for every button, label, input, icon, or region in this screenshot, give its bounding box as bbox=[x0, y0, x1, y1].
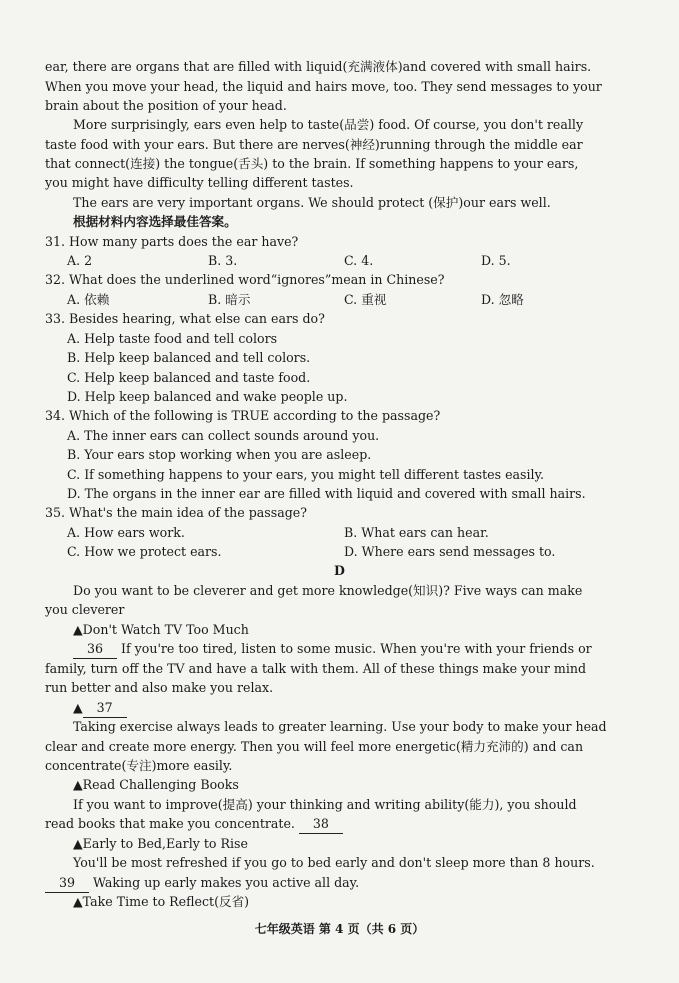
option: B. What ears can hear. bbox=[344, 525, 489, 540]
blank-36[interactable]: 36 bbox=[73, 640, 117, 659]
passage-text: read books that make you concentrate. bbox=[45, 816, 295, 831]
option: D. Where ears send messages to. bbox=[344, 544, 556, 559]
passage-line: ear, there are organs that are filled with liquid(充满液体)and covered with small hairs. bbox=[45, 59, 592, 74]
option: B. 暗示 bbox=[208, 292, 251, 307]
triangle-icon: ▲ bbox=[73, 700, 83, 715]
option: D. 5. bbox=[481, 253, 511, 268]
passage-line: you might have difficulty telling different tastes. bbox=[45, 175, 354, 190]
question-options bbox=[0, 252, 679, 271]
question-stem: 35. What's the main idea of the passage? bbox=[45, 505, 308, 520]
option: C. If something happens to your ears, you might tell different tastes easily. bbox=[67, 467, 545, 482]
option: B. Help keep balanced and tell colors. bbox=[67, 350, 311, 365]
option: A. The inner ears can collect sounds around you. bbox=[67, 428, 380, 443]
passage-line bbox=[45, 874, 359, 893]
passage-line: If you want to improve(提高) your thinking and writing ability(能力), you should bbox=[73, 797, 577, 812]
option: A. How ears work. bbox=[67, 525, 185, 540]
passage-line: Taking exercise always leads to greater learning. Use your body to make your head bbox=[73, 719, 607, 734]
passage-line bbox=[73, 640, 592, 659]
page-footer: 七年级英语 第 4 页（共 6 页） bbox=[254, 922, 425, 936]
blank-39[interactable]: 39 bbox=[45, 874, 89, 893]
question-stem: 33. Besides hearing, what else can ears do? bbox=[45, 311, 325, 326]
passage-line bbox=[45, 815, 343, 834]
option: A. 依赖 bbox=[67, 292, 110, 307]
passage-text: Waking up early makes you active all day. bbox=[89, 875, 360, 890]
option: C. How we protect ears. bbox=[67, 544, 222, 559]
option: C. Help keep balanced and taste food. bbox=[67, 370, 311, 385]
blank-37[interactable]: 37 bbox=[83, 699, 127, 718]
passage-line: run better and also make you relax. bbox=[45, 680, 274, 695]
section-heading: ▲Read Challenging Books bbox=[73, 777, 239, 792]
passage-line: Do you want to be cleverer and get more knowledge(知识)? Five ways can make bbox=[73, 583, 583, 598]
passage-line: family, turn off the TV and have a talk with them. All of these things make your mind bbox=[45, 661, 587, 676]
passage-line: clear and create more energy. Then you will feel more energetic(精力充沛的) and can bbox=[45, 739, 584, 754]
question-options bbox=[0, 543, 679, 562]
passage-line: More surprisingly, ears even help to taste(品尝) food. Of course, you don't really bbox=[73, 117, 584, 132]
option: B. Your ears stop working when you are asleep. bbox=[67, 447, 372, 462]
option: D. The organs in the inner ear are filled with liquid and covered with small hairs. bbox=[67, 486, 586, 501]
passage-line: you cleverer bbox=[45, 602, 125, 617]
section-heading: ▲Don't Watch TV Too Much bbox=[73, 622, 249, 637]
option: C. 4. bbox=[344, 253, 374, 268]
option: A. 2 bbox=[67, 253, 93, 268]
option: B. 3. bbox=[208, 253, 238, 268]
passage-line: taste food with your ears. But there are nerves(神经)running through the middle ear bbox=[45, 137, 583, 152]
blank-38[interactable]: 38 bbox=[299, 815, 343, 834]
option: A. Help taste food and tell colors bbox=[67, 331, 278, 346]
question-stem: 31. How many parts does the ear have? bbox=[45, 234, 299, 249]
passage-line: that connect(连接) the tongue(舌头) to the brain. If something happens to your ears, bbox=[45, 156, 579, 171]
question-options bbox=[0, 524, 679, 543]
instruction: 根据材料内容选择最佳答案。 bbox=[73, 214, 237, 229]
passage-line: You'll be most refreshed if you go to bed early and don't sleep more than 8 hours. bbox=[73, 855, 595, 870]
option: D. 忽略 bbox=[481, 292, 524, 307]
section-heading: ▲Take Time to Reflect(反省) bbox=[73, 894, 250, 909]
passage-line: The ears are very important organs. We should protect (保护)our ears well. bbox=[73, 195, 551, 210]
passage-label: D bbox=[334, 563, 345, 578]
question-stem: 32. What does the underlined word“ignores”mean in Chinese? bbox=[45, 272, 445, 287]
option: C. 重视 bbox=[344, 292, 387, 307]
question-stem: 34. Which of the following is TRUE according to the passage? bbox=[45, 408, 441, 423]
passage-line: When you move your head, the liquid and hairs move, too. They send messages to your bbox=[45, 79, 602, 94]
option: D. Help keep balanced and wake people up. bbox=[67, 389, 348, 404]
passage-line: brain about the position of your head. bbox=[45, 98, 287, 113]
passage-text: If you're too tired, listen to some music. When you're with your friends or bbox=[117, 641, 592, 656]
section-heading: ▲Early to Bed,Early to Rise bbox=[73, 836, 248, 851]
passage-line: concentrate(专注)more easily. bbox=[45, 758, 233, 773]
question-options bbox=[0, 291, 679, 310]
section-heading bbox=[73, 699, 127, 718]
